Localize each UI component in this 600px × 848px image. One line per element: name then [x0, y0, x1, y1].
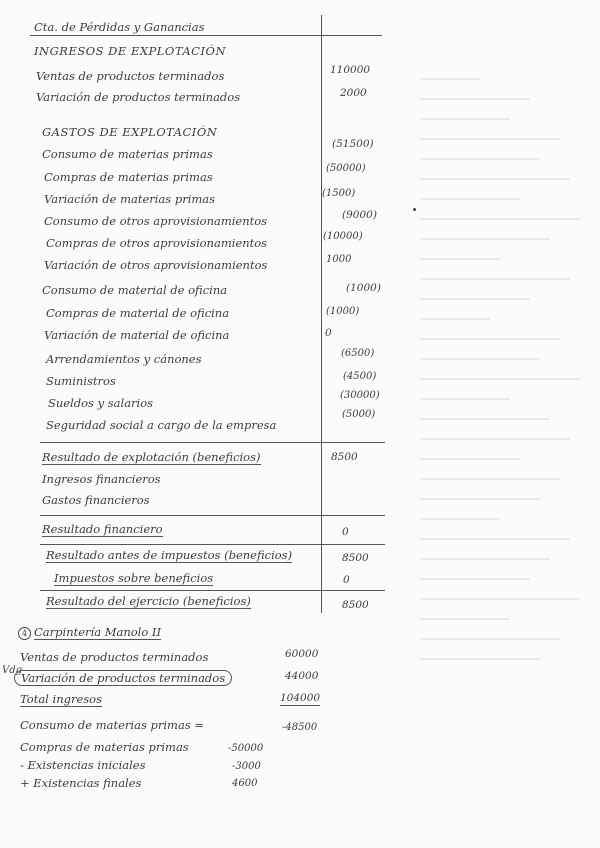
gasto-value: (50000) [326, 163, 366, 174]
section-rule [40, 590, 385, 591]
gasto-label: Consumo de otros aprovisionamientos [44, 214, 268, 228]
gasto-value: (30000) [340, 390, 380, 401]
exercise-row-value: -48500 [282, 722, 318, 733]
ingreso-value: 2000 [340, 87, 367, 99]
ingresos-financieros-label: Ingresos financieros [42, 472, 161, 486]
ingreso-label: Ventas de productos terminados [36, 69, 225, 83]
gasto-label: Compras de otros aprovisionamientos [46, 236, 268, 250]
gasto-value: 1000 [326, 254, 352, 265]
ingreso-label: Variación de productos terminados [36, 90, 241, 104]
gastos-header: GASTOS DE EXPLOTACIÓN [42, 125, 218, 139]
exercise-row-value: 104000 [280, 692, 321, 704]
exercise-number: 4 [18, 627, 31, 640]
gasto-label: Consumo de materias primas [42, 147, 213, 161]
exercise-row-label: Ventas de productos terminados [20, 650, 209, 664]
ingreso-value: 110000 [330, 64, 371, 76]
ingresos-header: INGRESOS DE EXPLOTACIÓN [34, 44, 227, 58]
bleed-through-text [400, 60, 600, 840]
gasto-value: (1000) [326, 306, 360, 317]
resultado-ejercicio-label: Resultado del ejercicio (beneficios) [46, 594, 251, 608]
exercise-row-label: Consumo de materias primas = [20, 718, 205, 732]
ink-dot [413, 208, 416, 211]
gasto-label: Variación de materias primas [44, 192, 216, 206]
exercise-row-value: 60000 [285, 648, 319, 660]
gasto-value: (9000) [342, 209, 377, 221]
resultado-explotacion-label: Resultado de explotación (beneficios) [42, 450, 261, 464]
statement-title: Cta. de Pérdidas y Ganancias [34, 20, 205, 34]
exercise-title: Carpintería Manolo II [34, 625, 162, 639]
gasto-label: Variación de otros aprovisionamientos [44, 258, 268, 272]
margin-note: Vdg [2, 665, 23, 676]
gasto-value: (1000) [346, 282, 381, 294]
resultado-financiero-label: Resultado financiero [42, 522, 163, 536]
gasto-value: (51500) [332, 138, 374, 150]
gasto-label: Compras de materias primas [44, 170, 213, 184]
gasto-label: Consumo de material de oficina [42, 283, 228, 297]
resultado-antes-value: 8500 [342, 552, 369, 564]
exercise-heading [18, 625, 161, 640]
gasto-value: (1500) [322, 188, 356, 199]
gastos-financieros-label: Gastos financieros [42, 493, 150, 507]
exercise-row-label: Variación de productos terminados [14, 670, 232, 686]
gasto-label: Suministros [46, 374, 116, 388]
exercise-row-value: -3000 [232, 761, 261, 772]
exercise-row-label: - Existencias iniciales [20, 758, 146, 772]
resultado-financiero-value: 0 [342, 526, 349, 538]
exercise-row-label: Total ingresos [20, 692, 102, 706]
section-rule [40, 442, 385, 443]
gasto-value: 0 [325, 327, 332, 339]
impuestos-value: 0 [343, 574, 350, 586]
gasto-label: Variación de material de oficina [44, 328, 230, 342]
section-rule [40, 544, 385, 545]
title-rule [30, 35, 382, 36]
section-rule [40, 515, 385, 516]
gasto-value: (6500) [341, 348, 375, 359]
resultado-explotacion-value: 8500 [331, 451, 358, 463]
exercise-row-label: Compras de materias primas [20, 740, 189, 754]
column-divider [321, 15, 322, 613]
gasto-value: (4500) [343, 371, 377, 382]
gasto-value: (5000) [342, 409, 376, 420]
gasto-label: Seguridad social a cargo de la empresa [46, 418, 277, 432]
exercise-row-label: + Existencias finales [20, 776, 142, 790]
gasto-value: (10000) [323, 231, 363, 242]
exercise-row-value: 44000 [285, 670, 319, 682]
resultado-ejercicio-value: 8500 [342, 599, 369, 611]
exercise-row-value: 4600 [232, 778, 258, 789]
exercise-row-value: -50000 [228, 743, 264, 754]
gasto-label: Compras de material de oficina [46, 306, 230, 320]
resultado-antes-label: Resultado antes de impuestos (beneficios) [46, 548, 293, 562]
gasto-label: Arrendamientos y cánones [46, 352, 202, 366]
impuestos-label: Impuestos sobre beneficios [54, 571, 214, 585]
gasto-label: Sueldos y salarios [48, 396, 154, 410]
